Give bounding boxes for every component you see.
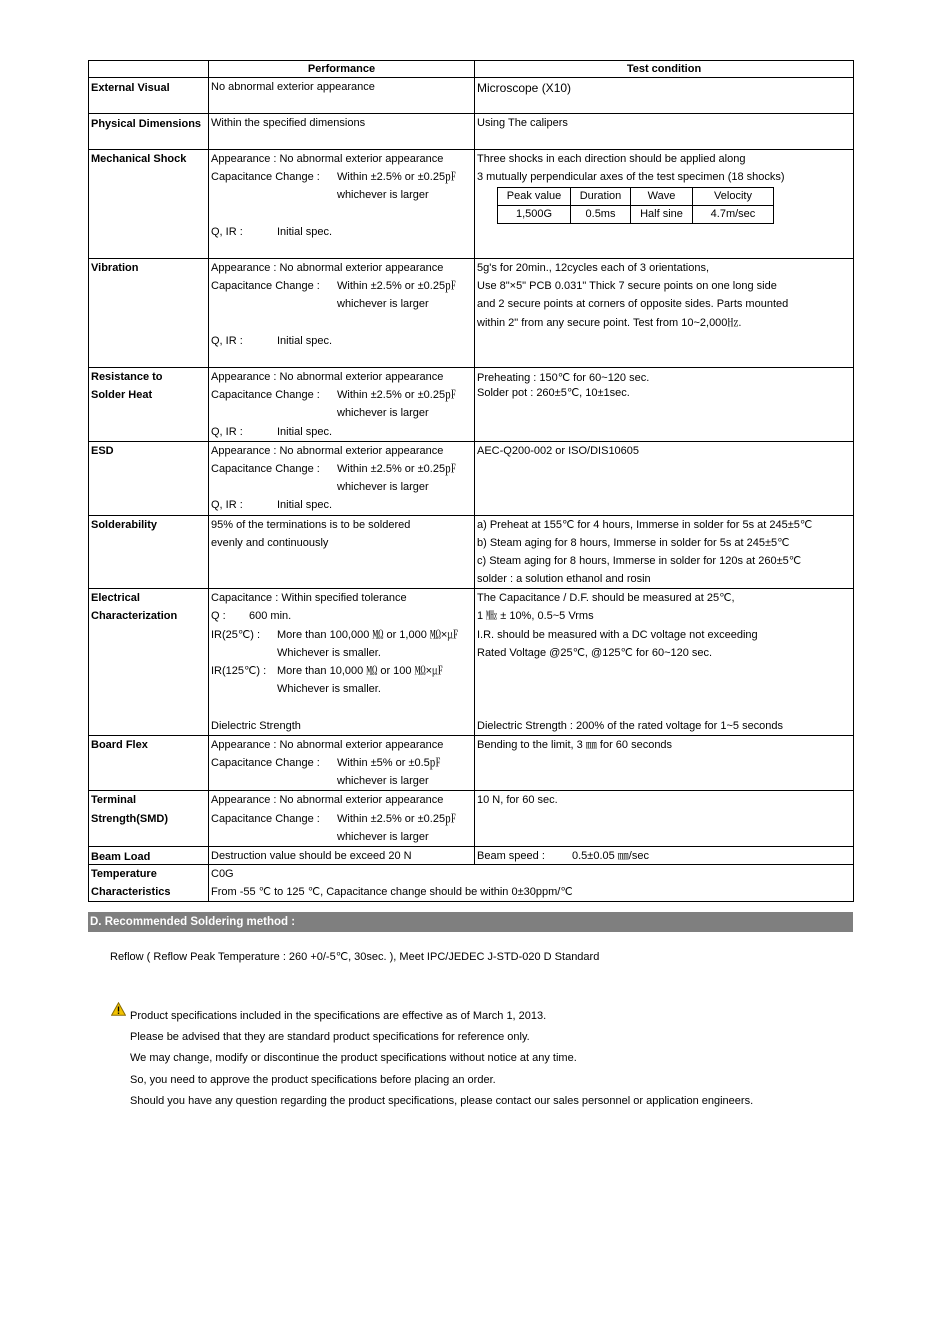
table-row: [89, 368, 854, 442]
row-performance: 95% of the terminations is to be soldered evenly and continuously: [209, 515, 475, 589]
table-row: [89, 515, 854, 589]
notice-line: Please be advised that they are standard product specifications for reference only.: [130, 1031, 530, 1044]
shock-header-peak: Peak value: [498, 188, 571, 206]
shock-value-wave: Half sine: [631, 206, 693, 224]
shock-parameter-table: [497, 187, 774, 224]
row-item-vibration: Vibration: [89, 259, 209, 368]
shock-header-wave: Wave: [631, 188, 693, 206]
header-item: [89, 61, 209, 78]
table-row: [89, 441, 854, 515]
row-item-beam-load: Beam Load: [89, 846, 209, 864]
row-item-external-visual: External Visual: [89, 78, 209, 114]
row-test-condition: a) Preheat at 155℃ for 4 hours, Immerse in solder for 5s at 245±5℃ b) Steam aging for 8 hours, Immerse in solder for 5s at 245±5℃ c) Steam aging for 8 hours, Immerse in solder for 120s at 260±5℃ solder : a solution ethanol and rosin: [475, 515, 854, 589]
row-performance: Appearance : No abnormal exterior appearance Capacitance Change : Within ±2.5% or ±0.25㎊ whichever is larger: [209, 791, 475, 847]
row-performance: Appearance : No abnormal exterior appearance Capacitance Change : Within ±2.5% or ±0.25㎊ whichever is larger Q, IR : Initial spec.: [209, 368, 475, 442]
shock-value-velocity: 4.7m/sec: [693, 206, 774, 224]
row-performance: Within the specified dimensions: [209, 114, 475, 150]
header-performance: Performance: [209, 61, 475, 78]
row-item-temperature: Temperature Characteristics: [89, 864, 209, 901]
row-test-condition: Microscope (X10): [475, 78, 854, 114]
table-row: [89, 791, 854, 847]
notice-block: [130, 1006, 753, 1112]
table-row: [89, 735, 854, 791]
row-item-solderability: Solderability: [89, 515, 209, 589]
row-performance: Appearance : No abnormal exterior appearance Capacitance Change : Within ±2.5% or ±0.25㎊ whichever is larger Q, IR : Initial spec.: [209, 150, 475, 259]
row-test-condition: Three shocks in each direction should be applied along 3 mutually perpendicular axes of the test specimen (18 shocks) Peak value Duration Wave Velocity 1,500G 0.5ms Half sine 4.7m/sec: [475, 150, 854, 259]
shock-header-row: [498, 188, 774, 206]
row-item-electrical: Electrical Characterization: [89, 589, 209, 736]
row-test-condition: 10 N, for 60 sec.: [475, 791, 854, 847]
table-row: [89, 78, 854, 114]
reliability-spec-table: [88, 60, 854, 902]
reflow-description: Reflow ( Reflow Peak Temperature : 260 +0/-5℃, 30sec. ), Meet IPC/JEDEC J-STD-020 D Standard: [110, 951, 600, 963]
warning-icon: [111, 1002, 126, 1016]
table-row: [89, 150, 854, 259]
row-item-esd: ESD: [89, 441, 209, 515]
shock-header-duration: Duration: [571, 188, 631, 206]
row-test-condition: Bending to the limit, 3 ㎜ for 60 seconds: [475, 735, 854, 791]
row-performance: Appearance : No abnormal exterior appearance Capacitance Change : Within ±2.5% or ±0.25㎊ whichever is larger Q, IR : Initial spec.: [209, 259, 475, 368]
table-row: [89, 114, 854, 150]
row-test-condition: The Capacitance / D.F. should be measured at 25℃, 1 ㎒ ± 10%, 0.5~5 Vrms I.R. should be measured with a DC voltage not exceeding Rated Voltage @25℃, @125℃ for 60~120 sec. Dielectric Strength : 200% of the rated voltage for 1~5 seconds: [475, 589, 854, 736]
notice-line: Should you have any question regarding the product specifications, please contact our sales personnel or application engineers.: [130, 1094, 754, 1107]
table-header-row: [89, 61, 854, 78]
table-row: [89, 259, 854, 368]
row-test-condition: Beam speed : 0.5±0.05 ㎜/sec: [475, 846, 854, 864]
row-performance: Destruction value should be exceed 20 N: [209, 846, 475, 864]
notice-line: Product specifications included in the specifications are effective as of March 1, 2013.: [130, 1010, 547, 1022]
table-row: [89, 589, 854, 736]
row-item-board-flex: Board Flex: [89, 735, 209, 791]
header-test-condition: Test condition: [475, 61, 854, 78]
row-item-physical-dimensions: Physical Dimensions: [89, 114, 209, 150]
row-item-solder-heat: Resistance to Solder Heat: [89, 368, 209, 442]
section-d-title: D. Recommended Soldering method :: [88, 912, 853, 932]
row-performance: Appearance : No abnormal exterior appearance Capacitance Change : Within ±5% or ±0.5㎊ whichever is larger: [209, 735, 475, 791]
row-test-condition: AEC-Q200-002 or ISO/DIS10605: [475, 441, 854, 515]
row-test-condition: 5g's for 20min., 12cycles each of 3 orientations, Use 8"×5" PCB 0.031" Thick 7 secure points on one long side and 2 secure points at corners of opposite sides. Parts mounted within 2" from any secure point. Test from 10~2,000㎐.: [475, 259, 854, 368]
shock-value-peak: 1,500G: [498, 206, 571, 224]
shock-value-row: [498, 206, 774, 224]
row-test-condition: Preheating : 150℃ for 60~120 sec. Solder pot : 260±5℃, 10±1sec.: [475, 368, 854, 442]
row-test-condition: Using The calipers: [475, 114, 854, 150]
table-row: [89, 864, 854, 901]
table-row: [89, 846, 854, 864]
shock-value-duration: 0.5ms: [571, 206, 631, 224]
row-performance: Appearance : No abnormal exterior appearance Capacitance Change : Within ±2.5% or ±0.25㎊ whichever is larger Q, IR : Initial spec.: [209, 441, 475, 515]
row-performance: No abnormal exterior appearance: [209, 78, 475, 114]
row-performance: Capacitance : Within specified tolerance Q : 600 min. IR(25℃) : More than 100,000 ㏁ or 1,000 ㏁×㎌ Whichever is smaller. IR(125℃) : More than 10,000 ㏁ or 100 ㏁×㎌ Whichever is smaller. Dielectric Strength: [209, 589, 475, 736]
notice-line: So, you need to approve the product specifications before placing an order.: [130, 1073, 496, 1086]
row-temperature-details: C0G From -55 ℃ to 125 ℃, Capacitance change should be within 0±30ppm/℃: [209, 864, 854, 901]
row-item-terminal-strength: Terminal Strength(SMD): [89, 791, 209, 847]
row-item-mechanical-shock: Mechanical Shock: [89, 150, 209, 259]
notice-line: We may change, modify or discontinue the product specifications without notice at any time.: [130, 1052, 577, 1065]
shock-header-velocity: Velocity: [693, 188, 774, 206]
